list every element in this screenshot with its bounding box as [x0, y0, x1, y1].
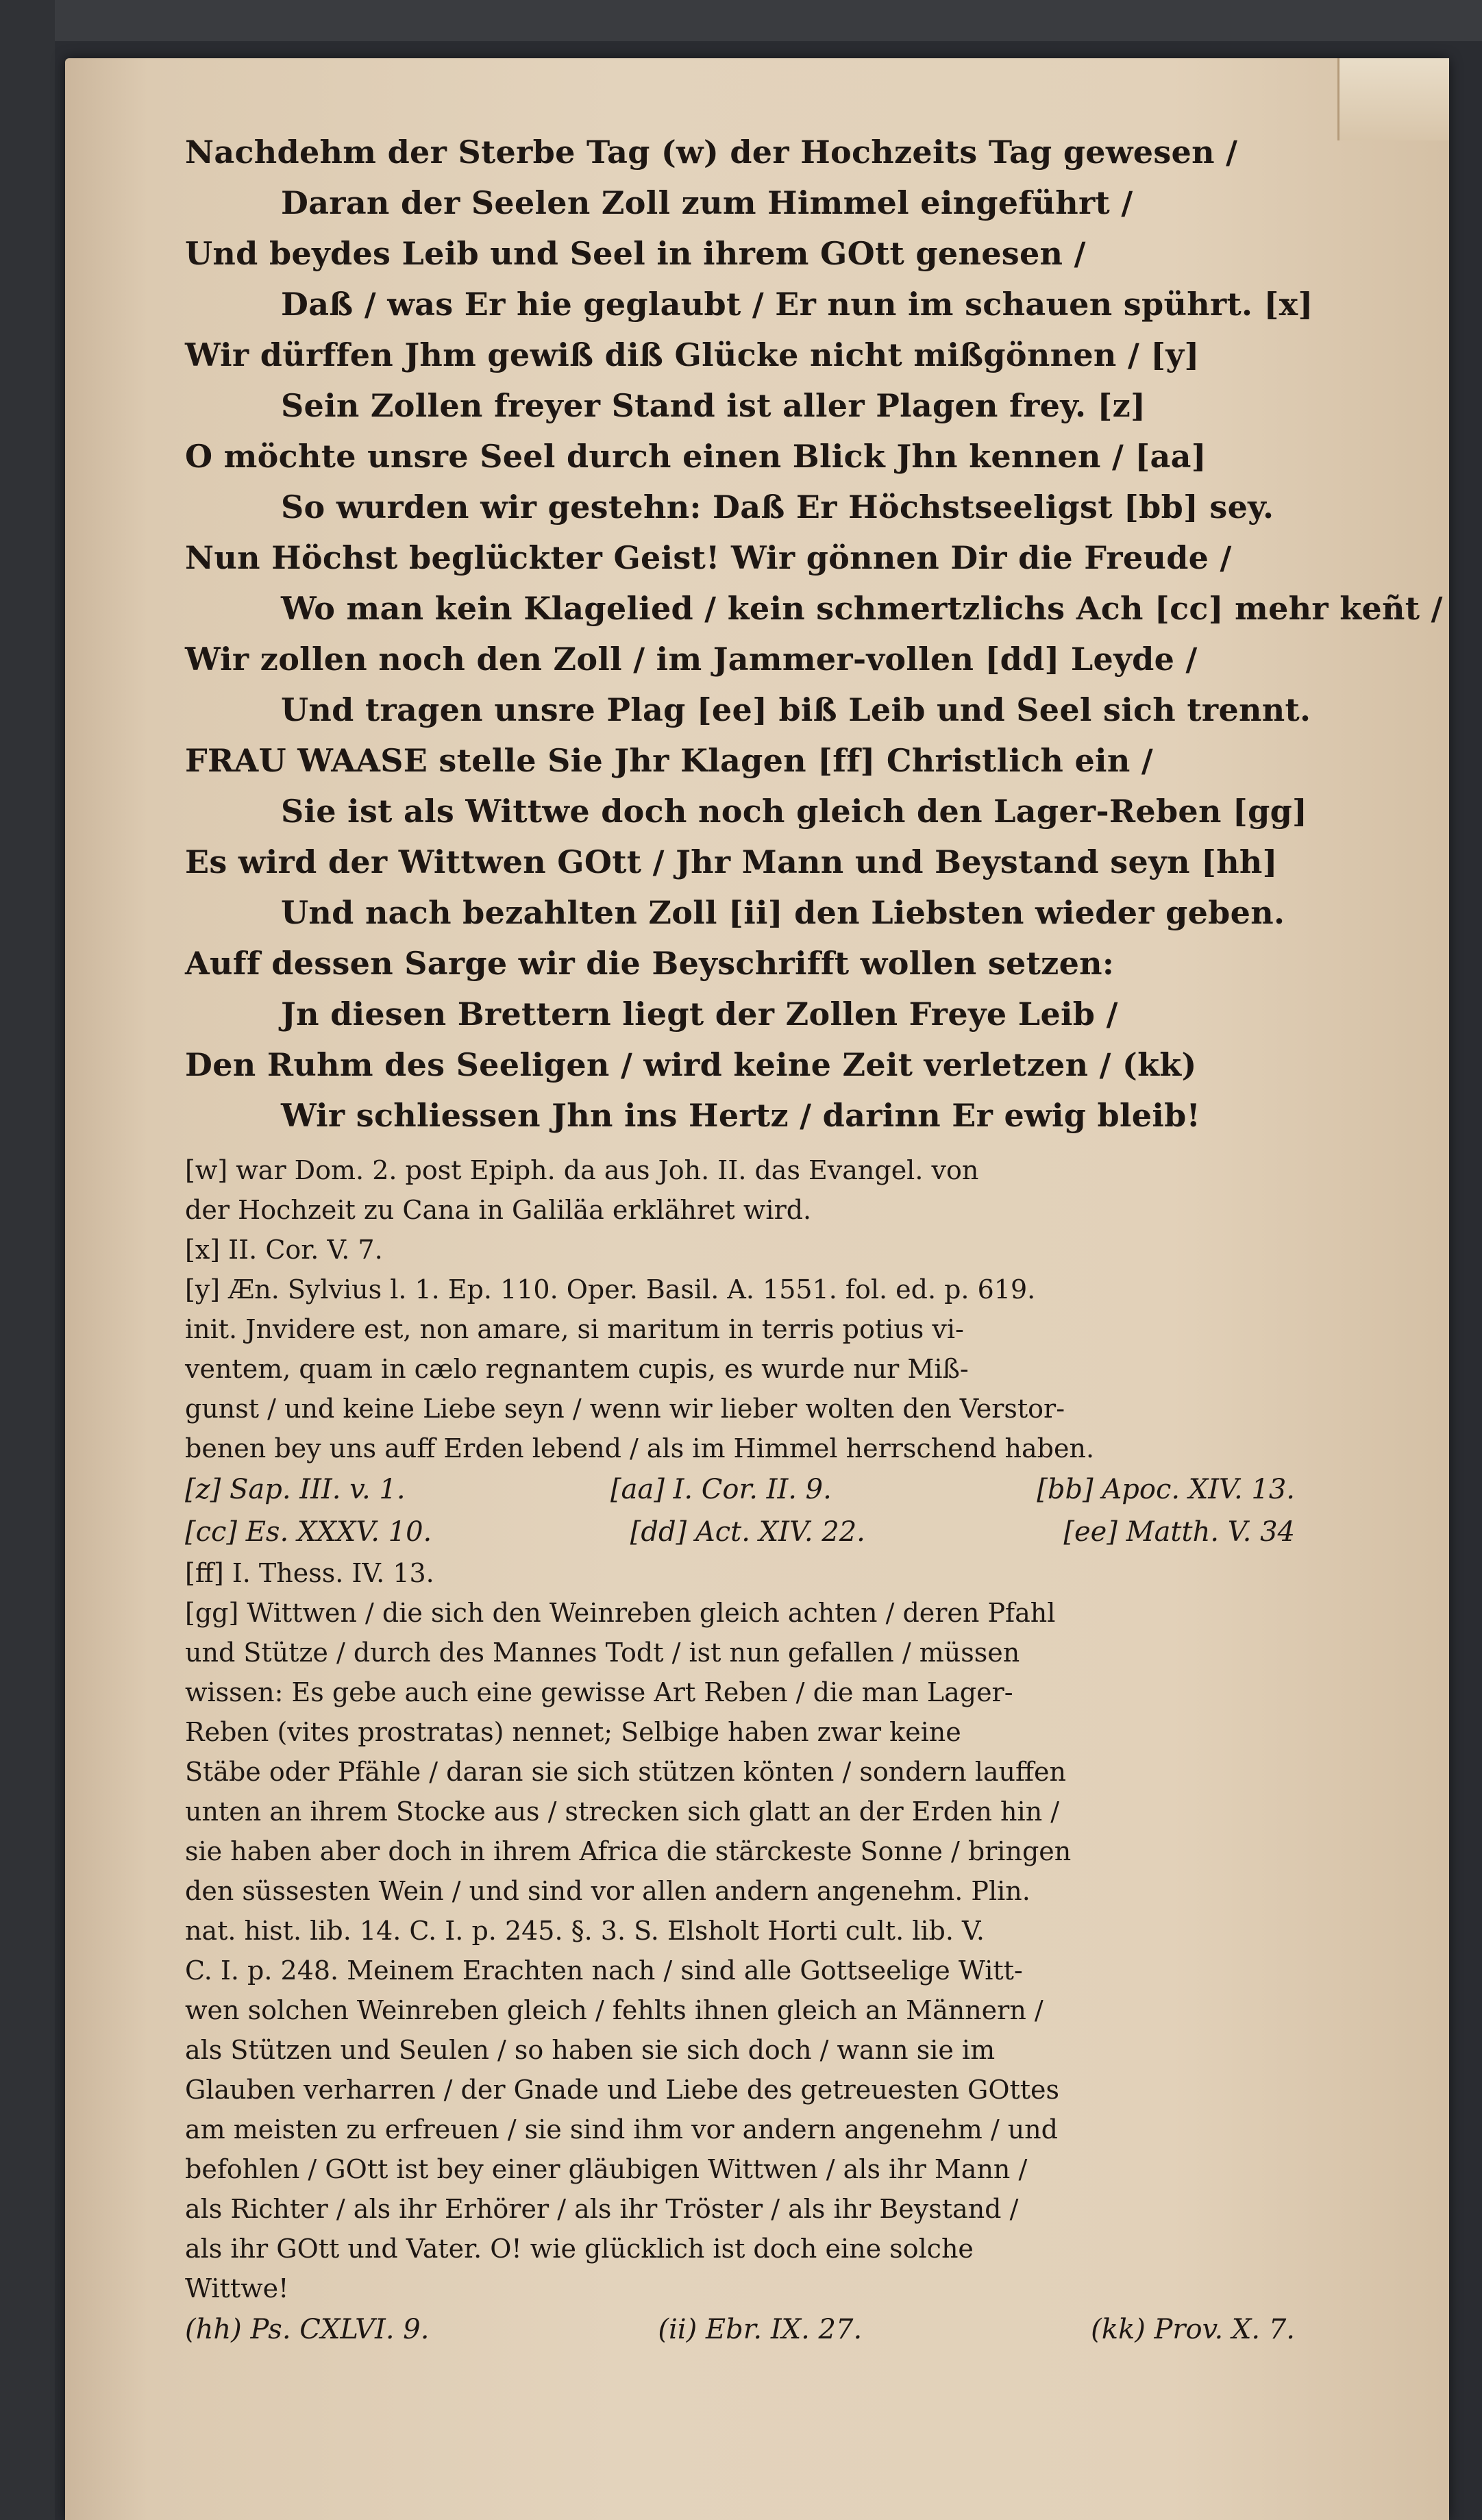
footnote-line: wissen: Es gebe auch eine gewisse Art Reben / die man Lager-	[185, 1677, 1013, 1707]
footnote-refs-row-2	[185, 1511, 1295, 1553]
footnote-line: Reben (vites prostratas) nennet; Selbige haben zwar keine	[185, 1717, 961, 1747]
scanner-background-left	[0, 0, 55, 2520]
poem-line: Und tragen unsre Plag [ee] biß Leib und Seel sich trennt.	[281, 691, 1311, 728]
footnote-bb: [bb] Apoc. XIV. 13.	[1037, 1474, 1295, 1505]
footnote-hh: (hh) Ps. CXLVI. 9.	[185, 2314, 430, 2345]
poem-line: Daran der Seelen Zoll zum Himmel eingeführt /	[281, 184, 1133, 221]
footnote-line: und Stütze / durch des Mannes Todt / ist nun gefallen / müssen	[185, 1638, 1020, 1668]
poem-line: Nachdehm der Sterbe Tag (w) der Hochzeits Tag gewesen /	[185, 134, 1238, 171]
footnote-line: Stäbe oder Pfähle / daran sie sich stützen könten / sondern lauffen	[185, 1757, 1066, 1787]
footnote-line: befohlen / GOtt ist bey einer gläubigen Wittwen / als ihr Mann /	[185, 2154, 1028, 2184]
footnote-line: Wittwe!	[185, 2273, 289, 2303]
poem-line: Wir zollen noch den Zoll / im Jammer-vollen [dd] Leyde /	[185, 641, 1198, 678]
footnote-line: C. I. p. 248. Meinem Erachten nach / sind alle Gottseelige Witt-	[185, 1955, 1023, 1986]
scanner-background-top	[0, 0, 1482, 41]
footnote-ff: [ff] I. Thess. IV. 13.	[185, 1558, 434, 1588]
footnote-line: der Hochzeit zu Cana in Galiläa erklähret wird.	[185, 1195, 812, 1225]
poem-line: So wurden wir gestehn: Daß Er Höchstseeligst [bb] sey.	[281, 489, 1274, 526]
footnote-line: am meisten zu erfreuen / sie sind ihm vor andern angenehm / und	[185, 2114, 1058, 2145]
footnote-aa: [aa] I. Cor. II. 9.	[610, 1474, 832, 1505]
footnote-line: wen solchen Weinreben gleich / fehlts ihnen gleich an Männern /	[185, 1995, 1043, 2025]
footnote-line: unten an ihrem Stocke aus / strecken sich glatt an der Erden hin /	[185, 1796, 1060, 1827]
footnote-refs-row-3	[185, 2308, 1295, 2351]
footnote-cc: [cc] Es. XXXV. 10.	[185, 1516, 432, 1548]
poem-line: Den Ruhm des Seeligen / wird keine Zeit verletzen / (kk)	[185, 1046, 1197, 1083]
footnote-ii: (ii) Ebr. IX. 27.	[658, 2314, 863, 2345]
poem-line: Jn diesen Brettern liegt der Zollen Freye Leib /	[281, 996, 1118, 1033]
poem-line: Und beydes Leib und Seel in ihrem GOtt genesen /	[185, 235, 1086, 272]
footnote-line: ventem, quam in cælo regnantem cupis, es wurde nur Miß-	[185, 1354, 969, 1384]
poem-line: Sie ist als Wittwe doch noch gleich den Lager-Reben [gg]	[281, 793, 1308, 830]
footnote-line: [y] Æn. Sylvius l. 1. Ep. 110. Oper. Basil. A. 1551. fol. ed. p. 619.	[185, 1274, 1036, 1305]
footnote-line: sie haben aber doch in ihrem Africa die stärckeste Sonne / bringen	[185, 1836, 1072, 1866]
footnote-line: Glauben verharren / der Gnade und Liebe des getreuesten GOttes	[185, 2075, 1060, 2105]
footnote-line: [w] war Dom. 2. post Epiph. da aus Joh. II. das Evangel. von	[185, 1155, 979, 1185]
poem-line: Wo man kein Klagelied / kein schmertzlichs Ach [cc] mehr keñt /	[281, 590, 1443, 627]
poem-line: O möchte unsre Seel durch einen Blick Jhn kennen / [aa]	[185, 438, 1207, 475]
footnote-line: gunst / und keine Liebe seyn / wenn wir lieber wolten den Verstor-	[185, 1394, 1065, 1424]
poem-line: Und nach bezahlten Zoll [ii] den Liebsten wieder geben.	[281, 894, 1285, 931]
footnote-refs-row-1	[185, 1468, 1295, 1511]
footnote-dd: [dd] Act. XIV. 22.	[630, 1516, 865, 1548]
footnote-line: den süssesten Wein / und sind vor allen andern angenehm. Plin.	[185, 1876, 1030, 1906]
footnote-line: nat. hist. lib. 14. C. I. p. 245. §. 3. S. Elsholt Horti cult. lib. V.	[185, 1916, 985, 1946]
footnote-ee: [ee] Matth. V. 34	[1063, 1516, 1295, 1548]
poem-line: Nun Höchst beglückter Geist! Wir gönnen Dir die Freude /	[185, 539, 1232, 576]
poem-line: Sein Zollen freyer Stand ist aller Plagen frey. [z]	[281, 387, 1146, 424]
footnote-line: init. Jnvidere est, non amare, si maritum in terris potius vi-	[185, 1314, 964, 1344]
footnotes-part-1	[185, 1150, 1377, 1468]
poem-line: Wir schliessen Jhn ins Hertz / darinn Er ewig bleib!	[281, 1097, 1201, 1134]
footnote-line: als Richter / als ihr Erhörer / als ihr Tröster / als ihr Beystand /	[185, 2194, 1019, 2224]
footnote-kk: (kk) Prov. X. 7.	[1091, 2314, 1295, 2345]
poem-line: Auff dessen Sarge wir die Beyschrifft wollen setzen:	[185, 945, 1115, 982]
footnote-line: benen bey uns auff Erden lebend / als im Himmel herrschend haben.	[185, 1433, 1095, 1463]
footnotes-part-2	[185, 1593, 1377, 2308]
poem-line: Es wird der Wittwen GOtt / Jhr Mann und Beystand seyn [hh]	[185, 843, 1278, 880]
footnote-line: als ihr GOtt und Vater. O! wie glücklich ist doch eine solche	[185, 2234, 974, 2264]
poem-line: FRAU WAASE stelle Sie Jhr Klagen [ff] Christlich ein /	[185, 742, 1153, 779]
poem-line: Wir dürffen Jhm gewiß diß Glücke nicht mißgönnen / [y]	[185, 336, 1200, 373]
footnote-z: [z] Sap. III. v. 1.	[185, 1474, 406, 1505]
page-text	[185, 127, 1443, 2351]
footnote-line: [x] II. Cor. V. 7.	[185, 1235, 383, 1265]
poem-line: Daß / was Er hie geglaubt / Er nun im schauen spührt. [x]	[281, 286, 1313, 323]
poem	[185, 127, 1443, 1141]
footnote-line: als Stützen und Seulen / so haben sie sich doch / wann sie im	[185, 2035, 996, 2065]
footnote-line: [gg] Wittwen / die sich den Weinreben gleich achten / deren Pfahl	[185, 1598, 1056, 1628]
